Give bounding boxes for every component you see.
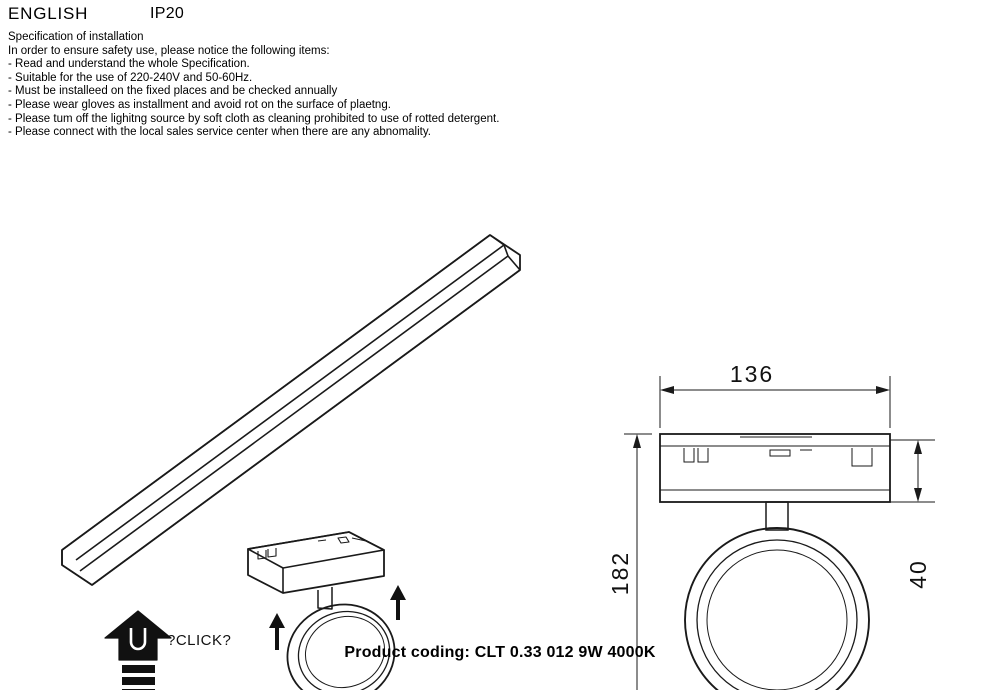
track-rail xyxy=(62,235,520,585)
dimension-width-label: 136 xyxy=(729,361,775,387)
footer xyxy=(0,644,1000,662)
ip-rating-label: IP20 xyxy=(150,5,185,22)
dimension-width xyxy=(660,376,890,428)
elevation-stem xyxy=(766,502,788,530)
spec-item: - Must be installeed on the fixed places and be checked annually xyxy=(8,85,338,98)
header xyxy=(8,4,408,28)
spec-intro: In order to ensure safety use, please notice the following items: xyxy=(8,44,330,57)
luminaire-housing xyxy=(660,434,890,502)
spec-item: - Suitable for the use of 220-240V and 50-60Hz. xyxy=(8,71,253,84)
dimension-depth xyxy=(890,440,935,502)
technical-drawings xyxy=(0,150,1000,649)
click-label: ?CLICK? xyxy=(167,632,232,649)
lamp-head-round xyxy=(275,591,408,690)
spec-item: - Please connect with the local sales service center when there are any abnomality. xyxy=(8,126,431,139)
spec-item: - Please wear gloves as installment and avoid rot on the surface of plaetng. xyxy=(8,98,391,111)
spec-item: - Please tum off the lighitng source by soft cloth as cleaning prohibited to use of rotted detergent. xyxy=(8,112,500,125)
luminaire-body xyxy=(248,532,384,593)
language-label: ENGLISH xyxy=(8,4,89,23)
elevation-lamp-head xyxy=(685,528,869,690)
spec-item: - Read and understand the whole Specification. xyxy=(8,58,250,71)
dimension-depth-label: 40 xyxy=(905,559,931,589)
specification-block xyxy=(8,31,648,140)
dimensioned-elevation-drawing xyxy=(607,361,935,690)
drawing-svg xyxy=(0,150,1000,649)
dimension-height-label: 182 xyxy=(607,550,633,596)
product-coding-label: Product coding: CLT 0.33 012 9W 4000K xyxy=(344,644,656,661)
installation-perspective-drawing xyxy=(62,235,520,690)
assembly-arrow-right xyxy=(390,585,406,620)
spec-title: Specification of installation xyxy=(8,31,144,43)
